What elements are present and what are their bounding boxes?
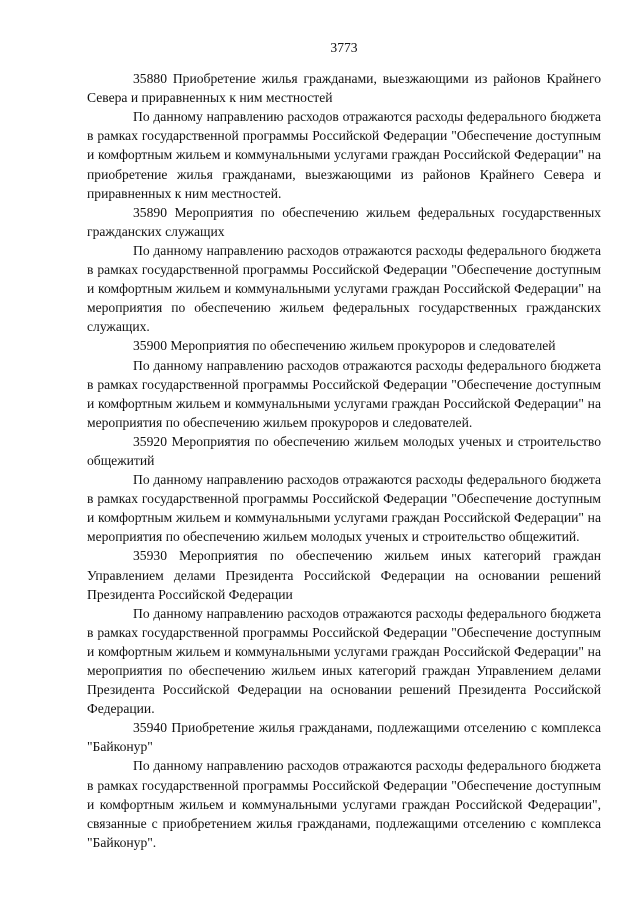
section-body: По данному направлению расходов отражаются расходы федерального бюджета в рамках государственной программы Российской Федерации "Обеспечение доступным и комфортным жильем и коммунальными услугами граждан Российской Федерации" на мероприятия по обеспечению жильем прокуроров и следователей. [87,357,601,430]
section-heading: 35920 Мероприятия по обеспечению жильем молодых ученых и строительство общежитий [87,433,601,468]
section-heading: 35880 Приобретение жилья гражданами, выезжающими из районов Крайнего Севера и приравненных к ним местностей [87,71,601,106]
page-number: 3773 [330,40,358,55]
section-heading: 35940 Приобретение жилья гражданами, подлежащими отселению с комплекса "Байконур" [87,720,601,755]
section-body: По данному направлению расходов отражаются расходы федерального бюджета в рамках государственной программы Российской Федерации "Обеспечение доступным и комфортным жильем и коммунальными услугами граждан Российской Федерации" на мероприятия по обеспечению жильем федеральных государственных гражданских служащих. [87,242,601,335]
section-heading: 35890 Мероприятия по обеспечению жильем федеральных государственных гражданских служащих [87,204,601,239]
section-heading: 35900 Мероприятия по обеспечению жильем прокуроров и следователей [133,338,556,354]
document-page [87,38,601,852]
section-heading: 35930 Мероприятия по обеспечению жильем иных категорий граждан Управлением делами Президента Российской Федерации на основании решений Президента Российской Федерации [87,548,601,602]
section-body: По данному направлению расходов отражаются расходы федерального бюджета в рамках государственной программы Российской Федерации "Обеспечение доступным и комфортным жильем и коммунальными услугами граждан Российской Федерации" на мероприятия по обеспечению жильем иных категорий граждан Управлением делами Президента Российской Федерации на основании решений Президента Российской Федерации. [87,605,601,717]
section-body: По данному направлению расходов отражаются расходы федерального бюджета в рамках государственной программы Российской Федерации "Обеспечение доступным и комфортным жильем и коммунальными услугами граждан Российской Федерации" на приобретение жилья гражданами, выезжающими из районов Крайнего Севера и приравненных к ним местностей. [87,109,601,201]
section-body: По данному направлению расходов отражаются расходы федерального бюджета в рамках государственной программы Российской Федерации "Обеспечение доступным и комфортным жильем и коммунальными услугами граждан Российской Федерации" на мероприятия по обеспечению жильем молодых ученых и строительство общежитий. [87,472,601,545]
section-body: По данному направлению расходов отражаются расходы федерального бюджета в рамках государственной программы Российской Федерации "Обеспечение доступным и комфортным жильем и коммунальными услугами граждан Российской Федерации", связанные с приобретением жилья гражданами, подлежащими отселению с комплекса "Байконур". [87,758,601,850]
